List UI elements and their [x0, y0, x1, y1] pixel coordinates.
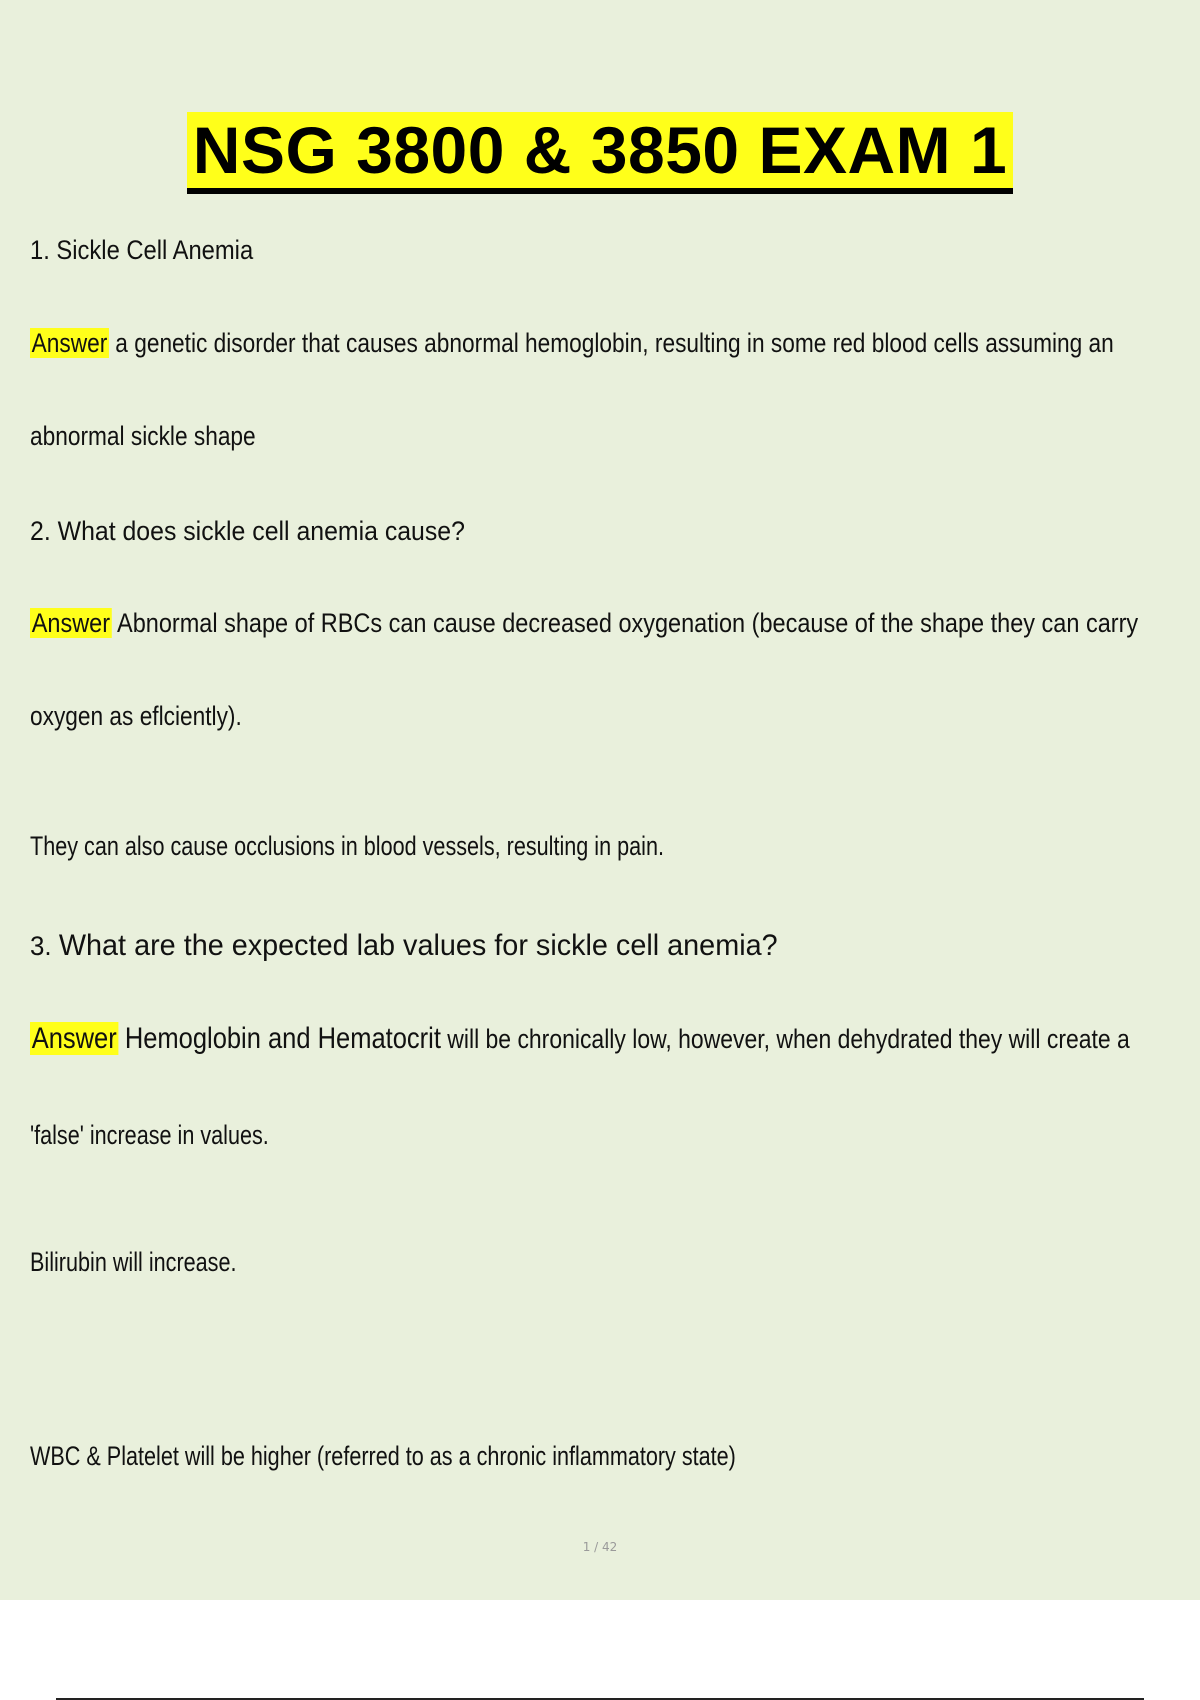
question-1-text: 1. Sickle Cell Anemia [30, 235, 254, 265]
answer-2-label: Answer [31, 608, 111, 638]
answer-1-line-2 [30, 418, 299, 454]
question-2 [30, 513, 503, 549]
answer-3-extra-2-text: WBC & Platelet will be higher (referred to as a chronic inflammatory state) [30, 1441, 736, 1471]
answer-3-lead: Hemoglobin and Hematocrit [124, 1022, 441, 1055]
answer-2-line-1 [30, 605, 1200, 641]
question-1 [30, 232, 284, 268]
answer-2-extra-text: They can also cause occlusions in blood vessels, resulting in pain. [30, 831, 664, 861]
answer-1-line-1 [30, 325, 1200, 361]
answer-2-line-2 [30, 698, 282, 734]
answer-1-text-1: a genetic disorder that causes abnormal hemoglobin, resulting in some red blood cells assuming an [115, 328, 1114, 358]
answer-3-extra-1 [30, 1244, 288, 1280]
answer-3-text-1: will be chronically low, however, when dehydrated they will create a [447, 1024, 1130, 1054]
answer-1-label: Answer [31, 328, 108, 358]
question-3-text: What are the expected lab values for sickle cell anemia? [58, 929, 778, 962]
answer-3-text-2: 'false' increase in values. [30, 1120, 269, 1150]
question-2-text: 2. What does sickle cell anemia cause? [30, 516, 465, 546]
document-title: NSG 3800 & 3850 EXAM 1 [187, 112, 1013, 194]
answer-3-line-1 [30, 1021, 1200, 1057]
answer-3-label: Answer [31, 1022, 117, 1055]
title-container [0, 112, 1200, 194]
answer-2-text-2: oxygen as eflciently). [30, 701, 242, 731]
question-3-number: 3. [30, 931, 52, 961]
answer-2-text-1: Abnormal shape of RBCs can cause decreased oxygenation (because of the shape they can carry [117, 608, 1139, 638]
answer-3-extra-2 [30, 1438, 912, 1474]
page-number: 1 / 42 [582, 1540, 618, 1554]
answer-2-extra [30, 828, 822, 864]
answer-3-extra-1-text: Bilirubin will increase. [30, 1247, 237, 1277]
question-3 [30, 928, 809, 964]
answer-3-line-2 [30, 1117, 328, 1153]
answer-1-text-2: abnormal sickle shape [30, 421, 256, 451]
